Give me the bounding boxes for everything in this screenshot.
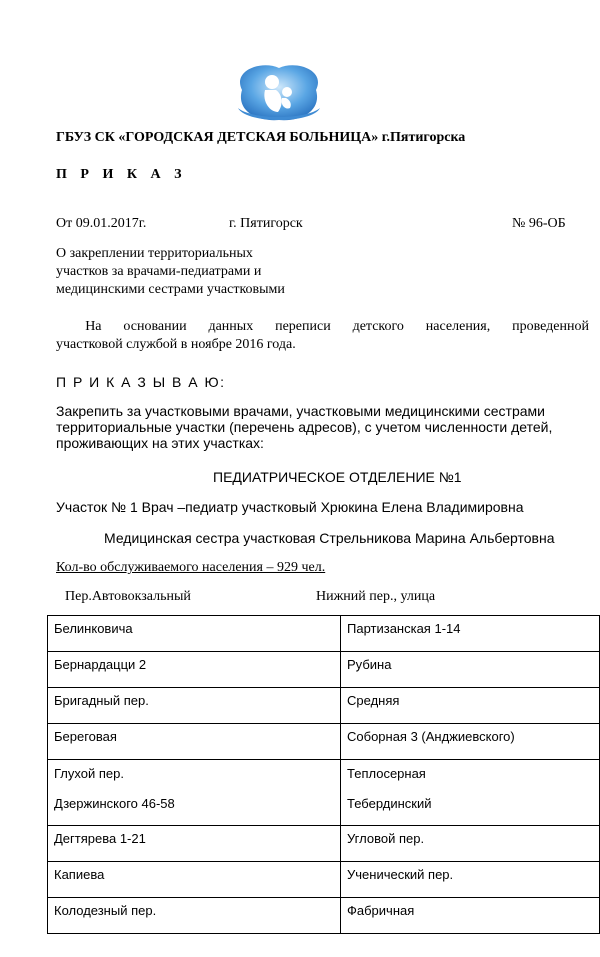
street-cell: Береговая bbox=[48, 724, 341, 760]
directive-paragraph bbox=[56, 403, 589, 451]
table-row bbox=[48, 826, 600, 862]
directive-line: Закрепить за участковыми врачами, участковыми медицинскими сестрами bbox=[56, 403, 545, 419]
street-cell: Фабричная bbox=[341, 898, 600, 934]
order-subject bbox=[56, 245, 285, 299]
department-heading: ПЕДИАТРИЧЕСКОЕ ОТДЕЛЕНИЕ №1 bbox=[213, 469, 462, 485]
street-cell: Тебердинский bbox=[347, 796, 432, 811]
order-city: г. Пятигорск bbox=[229, 216, 303, 231]
street-cell: Бернардацци 2 bbox=[48, 652, 341, 688]
hospital-logo bbox=[232, 60, 326, 126]
directive-line: проживающих на этих участках: bbox=[56, 435, 264, 451]
organization-name: ГБУЗ СК «ГОРОДСКАЯ ДЕТСКАЯ БОЛЬНИЦА» г.Пятигорска bbox=[56, 130, 466, 145]
table-row bbox=[48, 724, 600, 760]
table-row bbox=[48, 652, 600, 688]
street-cell: Дегтярева 1-21 bbox=[48, 826, 341, 862]
street-cell: Теплосерная bbox=[347, 766, 426, 781]
street-cell: Колодезный пер. bbox=[48, 898, 341, 934]
document-type: П Р И К А З bbox=[56, 167, 187, 182]
street-cell: Глухой пер. bbox=[54, 766, 124, 781]
subject-line: медицинскими сестрами участковыми bbox=[56, 282, 285, 297]
district-line: Участок № 1 Врач –педиатр участковый Хрюкина Елена Владимировна bbox=[56, 499, 524, 515]
street-cell: Угловой пер. bbox=[341, 826, 600, 862]
street-cell: Средняя bbox=[341, 688, 600, 724]
street-cell: Белинковича bbox=[48, 616, 341, 652]
basis-line: участковой службой в ноябре 2016 года. bbox=[56, 337, 296, 352]
nurse-line: Медицинская сестра участковая Стрельникова Марина Альбертовна bbox=[104, 530, 555, 546]
order-date: От 09.01.2017г. bbox=[56, 216, 147, 231]
order-directive: П Р И К А З Ы В А Ю: bbox=[56, 374, 226, 390]
address-header-right: Нижний пер., улица bbox=[316, 589, 436, 604]
population-line: Кол-во обслуживаемого населения – 929 чел. bbox=[56, 560, 326, 575]
street-cell-group bbox=[48, 760, 341, 826]
table-row bbox=[48, 760, 600, 826]
table-row bbox=[48, 688, 600, 724]
table-row bbox=[48, 616, 600, 652]
street-cell: Партизанская 1-14 bbox=[341, 616, 600, 652]
street-cell: Соборная 3 (Анджиевского) bbox=[341, 724, 600, 760]
subject-line: участков за врачами-педиатрами и bbox=[56, 264, 262, 279]
street-cell: Рубина bbox=[341, 652, 600, 688]
order-number: № 96-ОБ bbox=[512, 216, 566, 231]
directive-line: территориальные участки (перечень адресов), с учетом численности детей, bbox=[56, 419, 553, 435]
streets-table bbox=[47, 615, 600, 934]
street-cell: Дзержинского 46-58 bbox=[54, 796, 175, 811]
table-row bbox=[48, 898, 600, 934]
street-cell-group bbox=[341, 760, 600, 826]
street-cell: Ученический пер. bbox=[341, 862, 600, 898]
basis-line: На основании данных переписи детского населения, проведенной bbox=[56, 319, 589, 334]
subject-line: О закреплении территориальных bbox=[56, 246, 253, 261]
street-cell: Бригадный пер. bbox=[48, 688, 341, 724]
address-header-left: Пер.Автовокзальный bbox=[65, 589, 191, 604]
table-row bbox=[48, 862, 600, 898]
street-cell: Капиева bbox=[48, 862, 341, 898]
basis-paragraph bbox=[56, 318, 589, 354]
